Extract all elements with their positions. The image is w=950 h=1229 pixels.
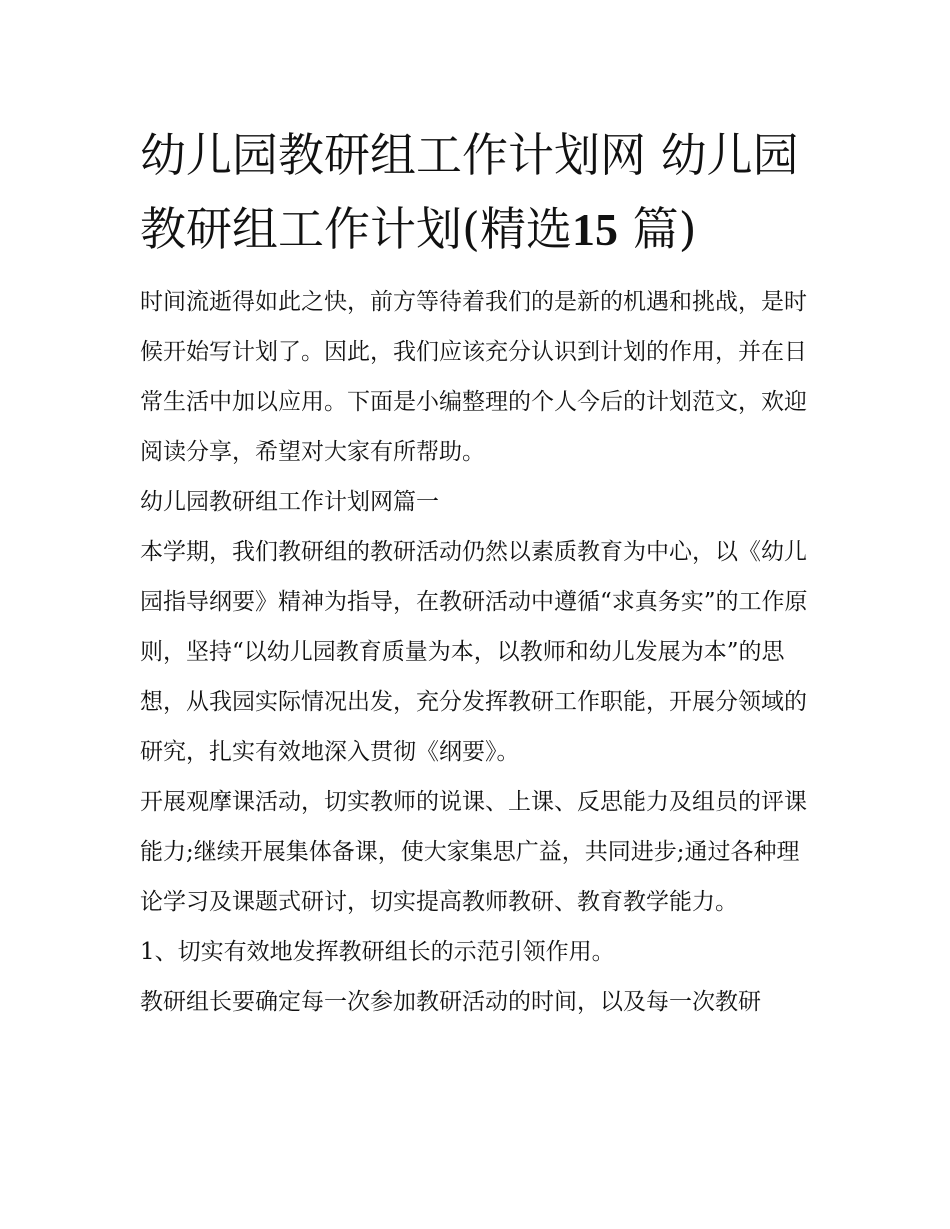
title-number: 15 (571, 204, 618, 255)
body-paragraph: 教研组长要确定每一次参加教研活动的时间，以及每一次教研 (140, 989, 761, 1015)
document-title (140, 118, 820, 267)
numbered-item: 1、切实有效地发挥教研组长的示范引领作用。 (140, 939, 615, 965)
body-paragraph: 开展观摩课活动，切实教师的说课、上课、反思能力及组员的评课能力;继续开展集体备课，使大家集思广益，共同进步;通过各种理论学习及课题式研讨，切实提高教师教研、教育教学能力。 (140, 789, 807, 915)
section-heading: 幼儿园教研组工作计划网篇一 (140, 489, 439, 515)
body-paragraph: 本学期，我们教研组的教研活动仍然以素质教育为中心，以《幼儿园指导纲要》精神为指导，在教研活动中遵循“求真务实”的工作原则，坚持“以幼儿园教育质量为本，以教师和幼儿发展为本”的思想，从我园实际情况出发，充分发挥教研工作职能，开展分领域的研究，扎实有效地深入贯彻《纲要》。 (140, 539, 808, 765)
document-body (140, 277, 815, 1027)
title-text-end: 篇) (632, 202, 697, 256)
intro-paragraph: 时间流逝得如此之快，前方等待着我们的是新的机遇和挑战，是时候开始写计划了。因此，我们应该充分认识到计划的作用，并在日常生活中加以应用。下面是小编整理的个人今后的计划范文，欢迎阅读分享，希望对大家有所帮助。 (140, 289, 807, 465)
title-text: 幼儿园教研组工作计划网 幼儿园教研组工作计划(精选 (140, 128, 799, 256)
